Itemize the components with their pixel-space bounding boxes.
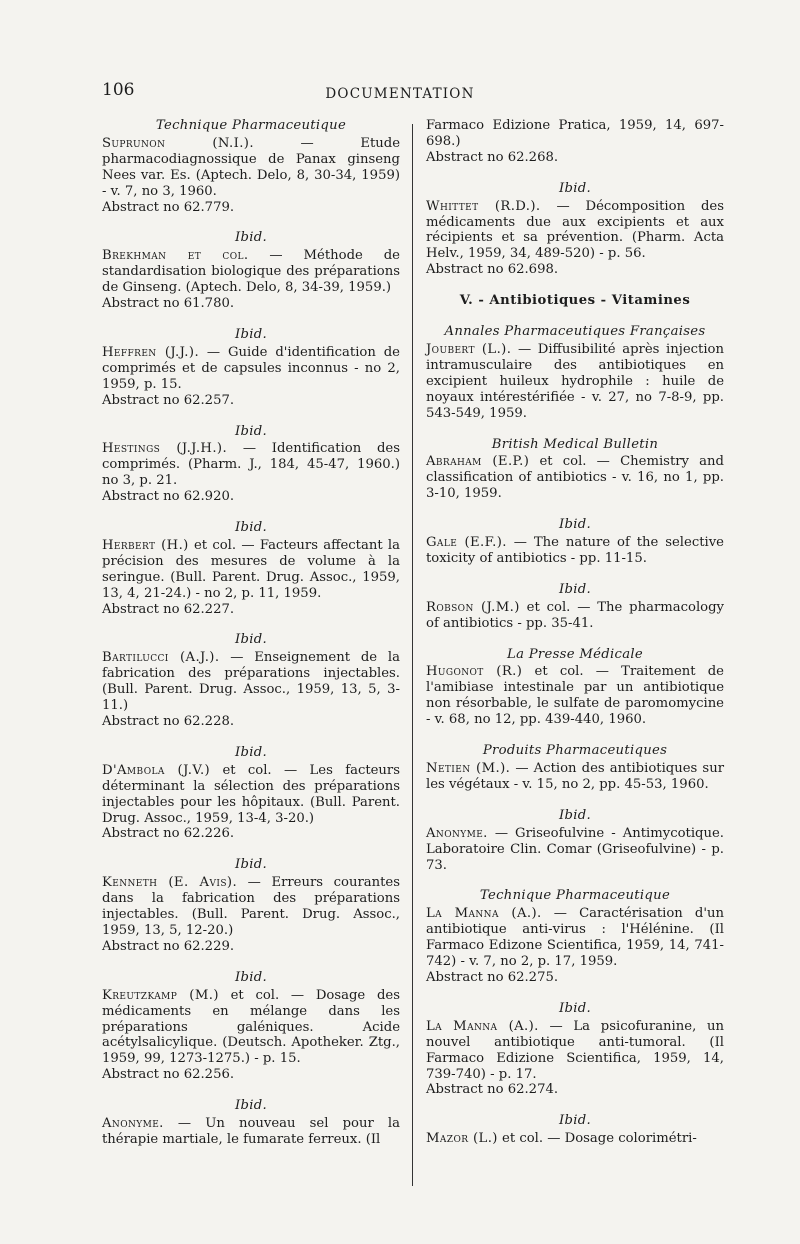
entry-body: — The nature of the selective toxicity of antibiotics - pp. 11-15. (426, 535, 724, 566)
entry-author: Anonyme. (102, 1116, 164, 1132)
bibliographic-entry (426, 1131, 724, 1147)
entry-body: — Action des antibiotiques sur les végétaux - v. 15, no 2, pp. 45-53, 1960. (426, 761, 724, 792)
source-heading: Ibid. (234, 969, 267, 985)
entry-author: Hestings (J.J.H.). (102, 441, 228, 457)
entry-author: Netien (M.). (426, 761, 511, 776)
entry-body: — Caractérisation d'un antibiotique anti-virus : l'Hélénine. (Il Farmaco Edizone Scientifica, 1959, 14, 741-742) - v. 7, no 2, p. 17, 1959. (426, 906, 724, 970)
entry-author: Whittet (R.D.). (426, 198, 541, 214)
entry-text (426, 199, 724, 263)
entry-text (102, 248, 400, 296)
source-heading: Ibid. (234, 744, 267, 760)
source-heading: Ibid. (558, 180, 591, 196)
abstract-number: Abstract no 62.268. (426, 149, 559, 165)
entry-text (426, 906, 724, 970)
entry-author: La Manna (A.). (426, 1018, 539, 1034)
abstract-number: Abstract no 62.228. (102, 714, 235, 729)
abstract-number: Abstract no 62.257. (102, 392, 235, 408)
source-heading: Ibid. (558, 807, 591, 823)
entry-body: et col. — Facteurs affectant la précision des mesures de volume à la seringue. (Bull. Parent. Drug. Assoc., 1959, 13, 4, 21-24.) - no 2, p. 11, 1959. (102, 537, 400, 601)
bibliographic-entry (102, 345, 400, 409)
entry-text (102, 650, 400, 714)
entry-author: Heffren (J.J.). (102, 344, 200, 360)
entry-body: et col. — Les facteurs déterminant la sélection des préparations injectables pour les hôpitaux. (Bull. Parent. Drug. Assoc., 1959, 13-4, 3-20.) (102, 762, 400, 826)
source-heading: Ibid. (558, 517, 591, 533)
abstract-number: Abstract no 62.226. (102, 826, 235, 842)
entry-author: Mazor (L.) (426, 1131, 498, 1147)
abstract-number: Abstract no 62.227. (102, 601, 235, 617)
entry-text (426, 342, 724, 422)
bibliographic-entry (426, 118, 724, 166)
left-column (102, 118, 400, 1148)
entry-body: — La psicofuranine, un nouvel antibiotique anti-tumoral. (Il Farmaco Edizione Scientifica, 1959, 14, 739-740) - p. 17. (426, 1018, 724, 1082)
page-number: 106 (102, 80, 135, 100)
entry-text (102, 763, 400, 827)
bibliographic-entry (426, 342, 724, 422)
source-heading: Ibid. (234, 857, 267, 873)
bibliographic-entry (426, 600, 724, 632)
entry-text (426, 826, 724, 874)
entry-body: — Identification des comprimés. (Pharm. J., 184, 45-47, 1960.) no 3, p. 21. (102, 441, 400, 489)
abstract-number: Abstract no 61.780. (102, 296, 235, 312)
entry-author: Joubert (L.). (426, 341, 512, 357)
abstract-number: Abstract no 62.256. (102, 1067, 235, 1083)
entry-author: Hugonot (R.) (426, 664, 523, 680)
source-heading: Ibid. (234, 520, 267, 536)
running-head: DOCUMENTATION (325, 86, 475, 102)
entry-text (426, 664, 724, 728)
entry-text (102, 1116, 400, 1148)
source-heading: British Medical Bulletin (491, 436, 659, 452)
source-heading: Produits Pharmaceutiques (482, 743, 668, 759)
entry-text (102, 875, 400, 939)
bibliographic-entry (426, 761, 724, 793)
entry-author: Kreutzkamp (M.) (102, 987, 219, 1003)
bibliographic-entry (426, 454, 724, 502)
source-heading: Ibid. (234, 326, 267, 342)
source-heading: La Presse Médicale (507, 646, 643, 662)
abstract-number: Abstract no 62.779. (102, 199, 235, 215)
entry-author: Herbert (H.) (102, 537, 189, 553)
source-heading: Ibid. (234, 632, 267, 648)
entry-text (426, 1131, 724, 1147)
abstract-number: Abstract no 62.275. (426, 969, 559, 985)
bibliographic-entry (426, 535, 724, 567)
entry-text (102, 988, 400, 1068)
bibliographic-entry (426, 826, 724, 874)
source-heading: Ibid. (558, 1113, 591, 1129)
bibliographic-entry (426, 906, 724, 986)
bibliographic-entry (102, 538, 400, 618)
bibliographic-entry (102, 136, 400, 216)
entry-body: — Un nouveau sel pour la thérapie martiale, le fumarate ferreux. (Il (102, 1116, 400, 1147)
bibliographic-entry (102, 875, 400, 955)
entry-text (426, 1019, 724, 1083)
abstract-number: Abstract no 62.698. (426, 262, 559, 278)
bibliographic-entry (102, 441, 400, 505)
entry-author: D'Ambola (J.V.) (102, 762, 211, 778)
entry-author: Bartilucci (A.J.). (102, 650, 220, 666)
entry-body: — Erreurs courantes dans la fabrication des préparations injectables. (Bull. Parent. Drug. Assoc., 1959, 13, 5, 12-20.) (102, 875, 400, 938)
source-heading: Ibid. (234, 1098, 267, 1114)
entry-body: — Griseofulvine - Antimycotique. Laboratoire Clin. Comar (Griseofulvine) - p. 73. (426, 825, 724, 873)
entry-body: et col. — Chemistry and classification of antibiotics - v. 16, no 1, pp. 3-10, 1959. (426, 454, 724, 502)
abstract-number: Abstract no 62.274. (426, 1082, 559, 1098)
entry-author: Robson (J.M.) (426, 599, 520, 615)
entry-author: Brekhman et col. (102, 248, 249, 264)
entry-body: et col. — The pharmacology of antibiotics - pp. 35-41. (426, 599, 724, 631)
entry-author: Abraham (E.P.) (426, 454, 530, 470)
abstract-number: Abstract no 62.229. (102, 938, 235, 954)
entry-text (426, 761, 724, 793)
right-column (426, 118, 724, 1147)
abstract-number: Abstract no 62.920. (102, 489, 235, 505)
bibliographic-entry (102, 248, 400, 312)
entry-text (102, 136, 400, 200)
entry-text (426, 535, 724, 567)
entry-text (426, 454, 724, 502)
entry-text (102, 345, 400, 393)
entry-body: et col. — Dosage des médicaments en mélange dans les préparations galéniques. Acide acétylsalicylique. (Deutsch. Apotheker. Ztg., 1959, 99, 1273-1275.) - p. 15. (102, 987, 400, 1067)
bibliographic-entry (426, 664, 724, 728)
entry-text (102, 538, 400, 602)
source-heading: Ibid. (234, 423, 267, 439)
bibliographic-entry (102, 988, 400, 1083)
bibliographic-entry (102, 763, 400, 843)
entry-text (102, 441, 400, 489)
entry-body: et col. — Dosage colorimétri- (502, 1131, 697, 1147)
entry-author: Gale (E.F.). (426, 535, 507, 551)
entry-author: La Manna (A.). (426, 906, 542, 922)
entry-body: — Enseignement de la fabrication des préparations injectables. (Bull. Parent. Drug. Assoc., 1959, 13, 5, 3-11.) (102, 650, 400, 714)
entry-body: — Diffusibilité après injection intramusculaire des antibiotiques en excipient huileux hydrophile : huile de noyaux intérestérifiée - v. 27, no 7-8-9, pp. 543-549, 1959. (426, 341, 724, 421)
entry-text (426, 118, 724, 150)
bibliographic-entry (426, 199, 724, 279)
entry-author: Anonyme. (426, 825, 488, 841)
section-heading: V. - Antibiotiques - Vitamines (459, 293, 691, 309)
entry-body: — Méthode de standardisation biologique des préparations de Ginseng. (Aptech. Delo, 8, 34-39, 1959.) (102, 248, 400, 296)
source-heading: Technique Pharmaceutique (479, 888, 671, 904)
source-heading: Ibid. (234, 230, 267, 246)
source-heading: Technique Pharmaceutique (155, 118, 347, 133)
source-heading: Annales Pharmaceutiques Françaises (444, 324, 706, 340)
entry-body: Farmaco Edizione Pratica, 1959, 14, 697-698.) (426, 118, 724, 149)
bibliographic-entry (102, 1116, 400, 1148)
entry-author: Suprunon (N.I.). (102, 135, 254, 151)
column-divider (412, 124, 413, 1186)
entry-text (426, 600, 724, 632)
entry-body: et col. — Traitement de l'amibiase intestinale par un antibiotique non résorbable, le sulfate de paromomycine - v. 68, no 12, pp. 439-440, 1960. (426, 664, 724, 728)
source-heading: Ibid. (558, 581, 591, 597)
entry-body: — Etude pharmacodiagnossique de Panax ginseng Nees var. Es. (Aptech. Delo, 8, 30-34, 1959) - v. 7, no 3, 1960. (102, 135, 400, 199)
entry-body: — Décomposition des médicaments due aux excipients et aux récipients et sa prévention. (Pharm. Acta Helv., 1959, 34, 489-520) - p. 56. (426, 198, 724, 262)
bibliographic-entry (426, 1019, 724, 1099)
entry-body: — Guide d'identification de comprimés et de capsules inconnus - no 2, 1959, p. 15. (102, 344, 400, 392)
bibliographic-entry (102, 650, 400, 730)
source-heading: Ibid. (558, 1000, 591, 1016)
entry-author: Kenneth (E. Avis). (102, 875, 238, 891)
